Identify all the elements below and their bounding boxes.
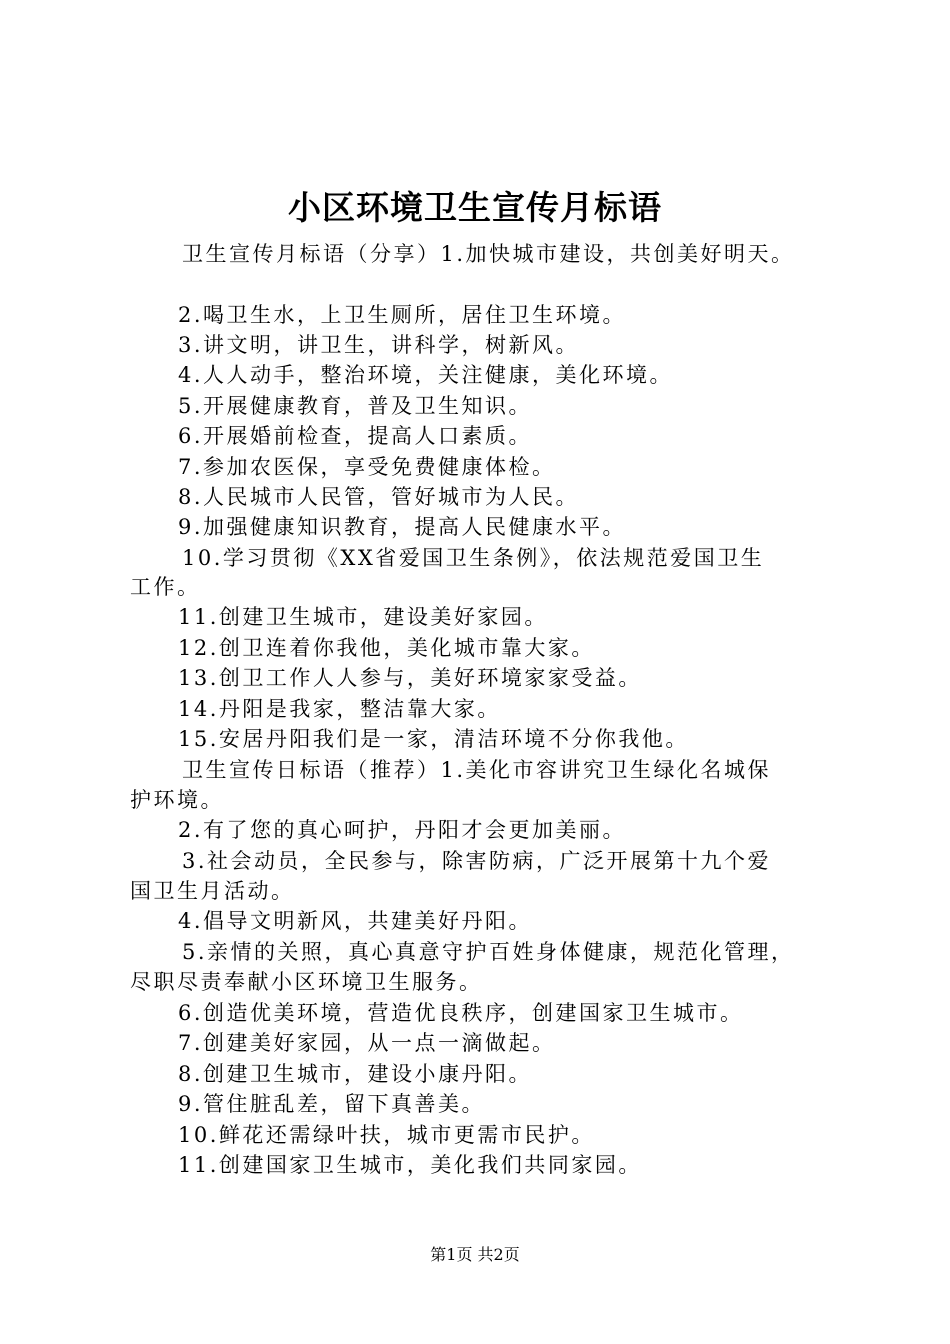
text-line: 12.创卫连着你我他，美化城市靠大家。 bbox=[178, 636, 595, 660]
text-line: 2.有了您的真心呵护，丹阳才会更加美丽。 bbox=[178, 818, 627, 842]
text-line: 4.倡导文明新风，共建美好丹阳。 bbox=[178, 909, 533, 933]
text-line: 15.安居丹阳我们是一家，清洁环境不分你我他。 bbox=[178, 727, 689, 751]
text-line: 5.亲情的关照，真心真意守护百姓身体健康，规范化管理， bbox=[182, 940, 795, 964]
document-title: 小区环境卫生宣传月标语 bbox=[288, 188, 662, 227]
text-line: 6.创造优美环境，营造优良秩序，创建国家卫生城市。 bbox=[178, 1001, 744, 1025]
text-line: 护环境。 bbox=[130, 788, 224, 812]
text-line: 10.学习贯彻《XX省爱国卫生条例》，依法规范爱国卫生 bbox=[182, 546, 765, 570]
text-line: 8.创建卫生城市，建设小康丹阳。 bbox=[178, 1062, 533, 1086]
text-line: 10.鲜花还需绿叶扶，城市更需市民护。 bbox=[178, 1123, 595, 1147]
text-line: 3.社会动员，全民参与，除害防病，广泛开展第十九个爱 bbox=[182, 849, 772, 873]
text-line: 2.喝卫生水，上卫生厕所，居住卫生环境。 bbox=[178, 303, 627, 327]
text-line: 卫生宣传月标语（分享）1.加快城市建设，共创美好明天。 bbox=[182, 242, 795, 266]
text-line: 尽职尽责奉献小区环境卫生服务。 bbox=[130, 970, 483, 994]
text-line: 9.加强健康知识教育，提高人民健康水平。 bbox=[178, 515, 627, 539]
text-line: 国卫生月活动。 bbox=[130, 879, 295, 903]
text-line: 13.创卫工作人人参与，美好环境家家受益。 bbox=[178, 666, 642, 690]
text-line: 6.开展婚前检查，提高人口素质。 bbox=[178, 424, 533, 448]
text-line: 卫生宣传日标语（推荐）1.美化市容讲究卫生绿化名城保 bbox=[182, 758, 772, 782]
text-line: 3.讲文明，讲卫生，讲科学，树新风。 bbox=[178, 333, 580, 357]
text-line: 11.创建卫生城市，建设美好家园。 bbox=[178, 605, 548, 629]
text-line: 5.开展健康教育，普及卫生知识。 bbox=[178, 394, 533, 418]
text-line: 4.人人动手，整治环境，关注健康，美化环境。 bbox=[178, 363, 674, 387]
text-line: 9.管住脏乱差，留下真善美。 bbox=[178, 1092, 486, 1116]
page-footer: 第1页 共2页 bbox=[430, 1245, 520, 1264]
text-line: 7.创建美好家园，从一点一滴做起。 bbox=[178, 1031, 556, 1055]
text-line: 工作。 bbox=[130, 575, 201, 599]
text-line: 7.参加农医保，享受免费健康体检。 bbox=[178, 455, 556, 479]
text-line: 11.创建国家卫生城市，美化我们共同家园。 bbox=[178, 1153, 642, 1177]
text-line: 14.丹阳是我家，整洁靠大家。 bbox=[178, 697, 501, 721]
text-line: 8.人民城市人民管，管好城市为人民。 bbox=[178, 485, 580, 509]
